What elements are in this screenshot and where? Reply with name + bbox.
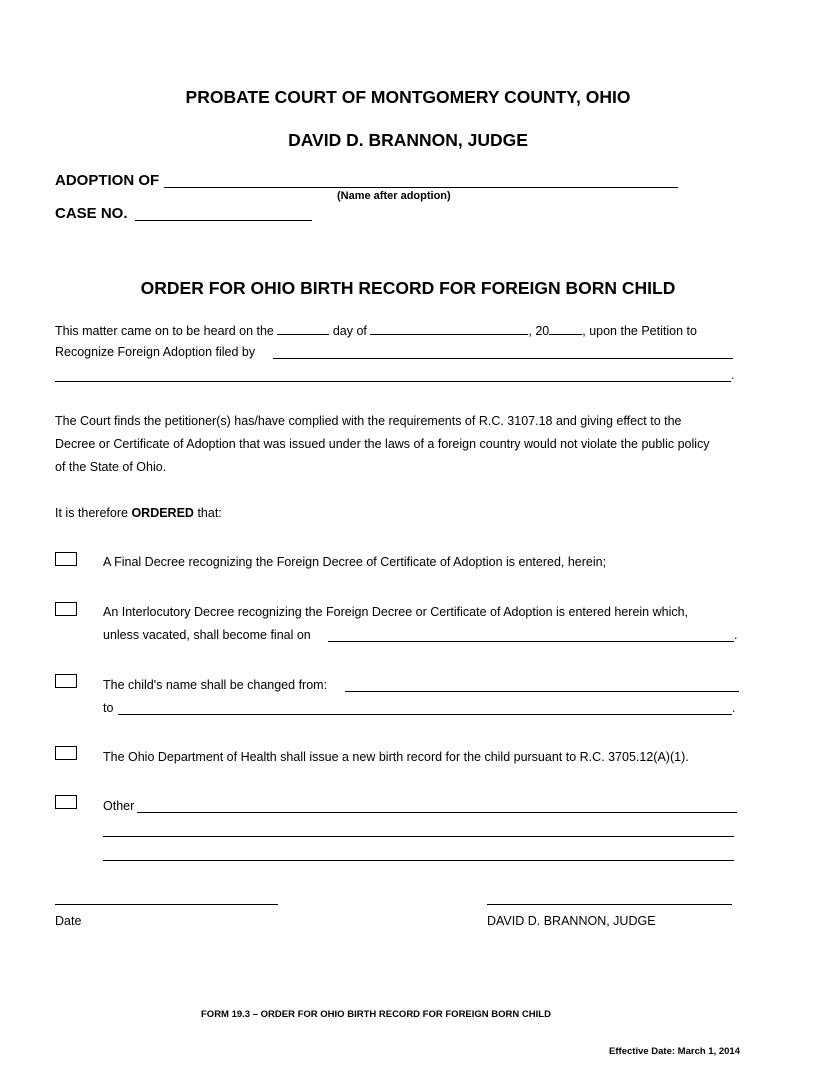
other-line-2[interactable] (103, 836, 734, 837)
case-no-label: CASE NO. (55, 205, 128, 222)
intro-line-2 (55, 345, 255, 360)
adoption-of-label: ADOPTION OF (55, 172, 160, 189)
name-after-adoption-note: (Name after adoption) (337, 190, 451, 202)
findings-line-1: The Court finds the petitioner(s) has/have complied with the requirements of R.C. 3107.18 and giving effect to the (55, 414, 682, 428)
name-change-period: . (732, 701, 736, 715)
other-line-1[interactable] (137, 812, 737, 813)
name-from-line[interactable] (345, 691, 739, 692)
filed-by-period: . (731, 368, 735, 382)
other-checkbox[interactable] (55, 795, 77, 809)
health-dept-text: The Ohio Department of Health shall issue a new birth record for the child pursuant to R.C. 3705.12(A)(1). (103, 750, 689, 764)
intro-text-day-of: day of (332, 324, 367, 338)
filed-by-line[interactable] (273, 358, 733, 359)
date-label: Date (55, 914, 82, 928)
name-change-checkbox[interactable] (55, 674, 77, 688)
intro-text-year-prefix: , 20 (528, 324, 550, 338)
final-on-date-line[interactable] (328, 641, 734, 642)
interlocutory-decree-checkbox[interactable] (55, 602, 77, 616)
filed-by-line-2[interactable] (55, 381, 731, 382)
judge-name: DAVID D. BRANNON, JUDGE (288, 130, 528, 150)
effective-date: Effective Date: March 1, 2014 (609, 1046, 740, 1057)
court-name: PROBATE COURT OF MONTGOMERY COUNTY, OHIO (185, 87, 631, 107)
adoption-name-line[interactable] (164, 187, 678, 188)
ordered-post: that: (197, 506, 222, 520)
findings-line-2: Decree or Certificate of Adoption that was issued under the laws of a foreign country would not violate the public policy (55, 437, 710, 451)
order-title: ORDER FOR OHIO BIRTH RECORD FOR FOREIGN BORN CHILD (140, 278, 676, 298)
intro-text-filed-by: Recognize Foreign Adoption filed by (55, 345, 256, 359)
name-to-line[interactable] (118, 714, 732, 715)
ordered-bold: ORDERED (131, 506, 194, 520)
name-change-text-1: The child's name shall be changed from: (103, 678, 328, 692)
other-label: Other (103, 799, 135, 813)
judge-signature-line[interactable] (487, 904, 732, 905)
ordered-pre: It is therefore (55, 506, 128, 520)
final-decree-checkbox[interactable] (55, 552, 77, 566)
intro-text-petition: , upon the Petition to (582, 324, 697, 338)
ordered-line (55, 506, 222, 521)
interlocutory-text-1: An Interlocutory Decree recognizing the Foreign Decree or Certificate of Adoption is entered herein which, (103, 605, 689, 619)
intro-line-1 (55, 322, 697, 339)
findings-line-3: of the State of Ohio. (55, 460, 167, 474)
name-change-text-2: to (103, 701, 114, 715)
year-blank[interactable] (549, 322, 582, 335)
other-line-3[interactable] (103, 860, 734, 861)
interlocutory-text-2: unless vacated, shall become final on (103, 628, 311, 642)
interlocutory-period: . (734, 628, 738, 642)
health-dept-checkbox[interactable] (55, 746, 77, 760)
date-signature-line[interactable] (55, 904, 278, 905)
month-blank[interactable] (370, 322, 528, 335)
case-no-line[interactable] (135, 220, 312, 221)
day-blank[interactable] (277, 322, 329, 335)
form-footer-title: FORM 19.3 – ORDER FOR OHIO BIRTH RECORD FOR FOREIGN BORN CHILD (201, 1009, 551, 1020)
intro-text-heard-on: This matter came on to be heard on the (55, 324, 274, 338)
final-decree-text: A Final Decree recognizing the Foreign Decree of Certificate of Adoption is entered, herein; (103, 555, 607, 569)
judge-signature-label: DAVID D. BRANNON, JUDGE (487, 914, 656, 928)
